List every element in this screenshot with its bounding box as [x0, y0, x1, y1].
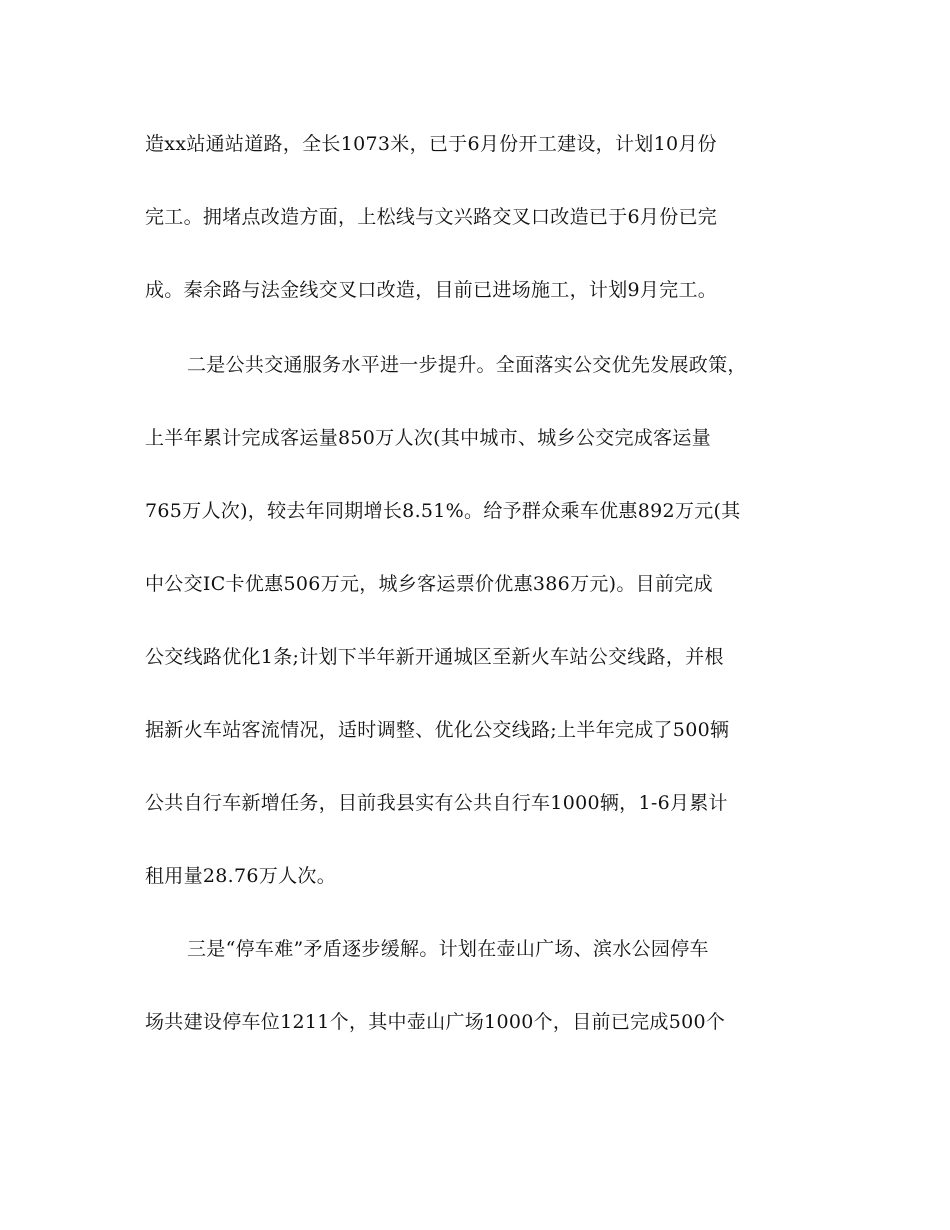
paragraph-line-10: 公共自行车新增任务，目前我县实有公共自行车1000辆，1-6月累计: [145, 792, 728, 814]
paragraph-line-8: 公交线路优化1条;计划下半年新开通城区至新火车站公交线路，并根: [145, 646, 724, 668]
paragraph-line-2: 完工。拥堵点改造方面，上松线与文兴路交叉口改造已于6月份已完: [145, 206, 718, 228]
paragraph-line-3: 成。秦余路与法金线交叉口改造，目前已进场施工，计划9月完工。: [145, 279, 718, 301]
paragraph-line-7: 中公交IC卡优惠506万元，城乡客运票价优惠386万元)。目前完成: [145, 573, 713, 595]
paragraph-line-4: 二是公共交通服务水平进一步提升。全面落实公交优先发展政策，: [187, 354, 747, 376]
paragraph-line-9: 据新火车站客流情况，适时调整、优化公交线路;上半年完成了500辆: [145, 719, 730, 741]
paragraph-line-11: 租用量28.76万人次。: [145, 865, 336, 887]
paragraph-line-6: 765万人次)，较去年同期增长8.51%。给予群众乘车优惠892万元(其: [145, 500, 741, 522]
paragraph-line-1: 造xx站通站道路，全长1073米，已于6月份开工建设，计划10月份: [145, 133, 717, 155]
paragraph-line-13: 场共建设停车位1211个，其中壶山广场1000个，目前已完成500个: [145, 1011, 726, 1033]
paragraph-line-12: 三是“停车难”矛盾逐步缓解。计划在壶山广场、滨水公园停车: [187, 938, 709, 960]
paragraph-line-5: 上半年累计完成客运量850万人次(其中城市、城乡公交完成客运量: [145, 427, 711, 449]
